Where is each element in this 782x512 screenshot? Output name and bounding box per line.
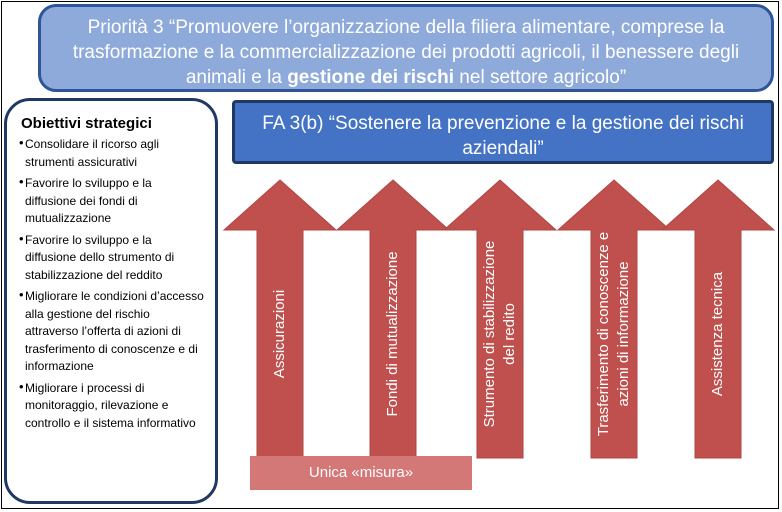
arrow-label-fondi — [383, 251, 403, 416]
priority-line-2: trasformazione e la commercializzazione dei prodotti agricoli, il benessere degli — [72, 42, 740, 63]
arrow-label-assistenza — [708, 272, 728, 396]
bullet-icon: • — [19, 378, 24, 394]
misura-box: Unica «misura» — [250, 456, 472, 490]
bullet-icon: • — [19, 230, 24, 246]
arrow-label-line-1: Fondi di mutualizzazione — [384, 251, 401, 417]
objective-text: Consolidare il ricorso agli strumenti assicurativi — [25, 137, 160, 169]
objective-text: Favorire lo sviluppo e la diffusione dei fondi di mutualizzazione — [25, 176, 152, 225]
bullet-icon: • — [19, 174, 24, 189]
priority-line-3-end: nel settore agricolo” — [454, 67, 627, 88]
bullet-icon: • — [19, 135, 24, 150]
bullet-icon: • — [19, 287, 24, 302]
objective-text: Favorire lo sviluppo e la diffusione dello strumento di stabilizzazione del reddito — [25, 232, 175, 282]
arrow-label-stabilizzazione — [480, 241, 520, 428]
arrow-label-trasferimento — [594, 232, 634, 437]
arrow-label-line-2: azioni di informazione — [615, 261, 632, 407]
arrow-label-assicurazioni — [270, 290, 290, 378]
arrow-label-line-1: Strumento di stabilizzazione — [481, 240, 498, 428]
focus-area-line-2: aziendali” — [462, 138, 544, 159]
objective-text: Migliorare i processi di monitoraggio, rilevazione e controllo e il sistema informativo — [25, 380, 196, 430]
focus-area-line-1: FA 3(b) “Sostenere la prevenzione e la gestione dei rischi — [262, 113, 744, 134]
priority-line-1: Priorità 3 “Promuovere l’organizzazione della filiera alimentare, comprese la — [87, 17, 725, 38]
arrow-label-line-1: Assicurazioni — [271, 289, 288, 379]
objectives-title: Obiettivi strategici — [21, 115, 152, 132]
priority-emphasis: gestione dei rischi — [287, 67, 455, 88]
arrow-label-line-1: Assistenza tecnica — [709, 271, 726, 397]
priority-line-3-start: animali e la — [185, 67, 288, 88]
arrow-label-line-1: Trasferimento di conoscenze e — [595, 231, 612, 437]
arrow-label-line-2: del redito — [501, 303, 518, 365]
objective-text: Migliorare le condizioni d’accesso alla gestione del rischio attraverso l’offerta di azioni di trasferimento di conoscenze e di informazione — [25, 289, 204, 373]
